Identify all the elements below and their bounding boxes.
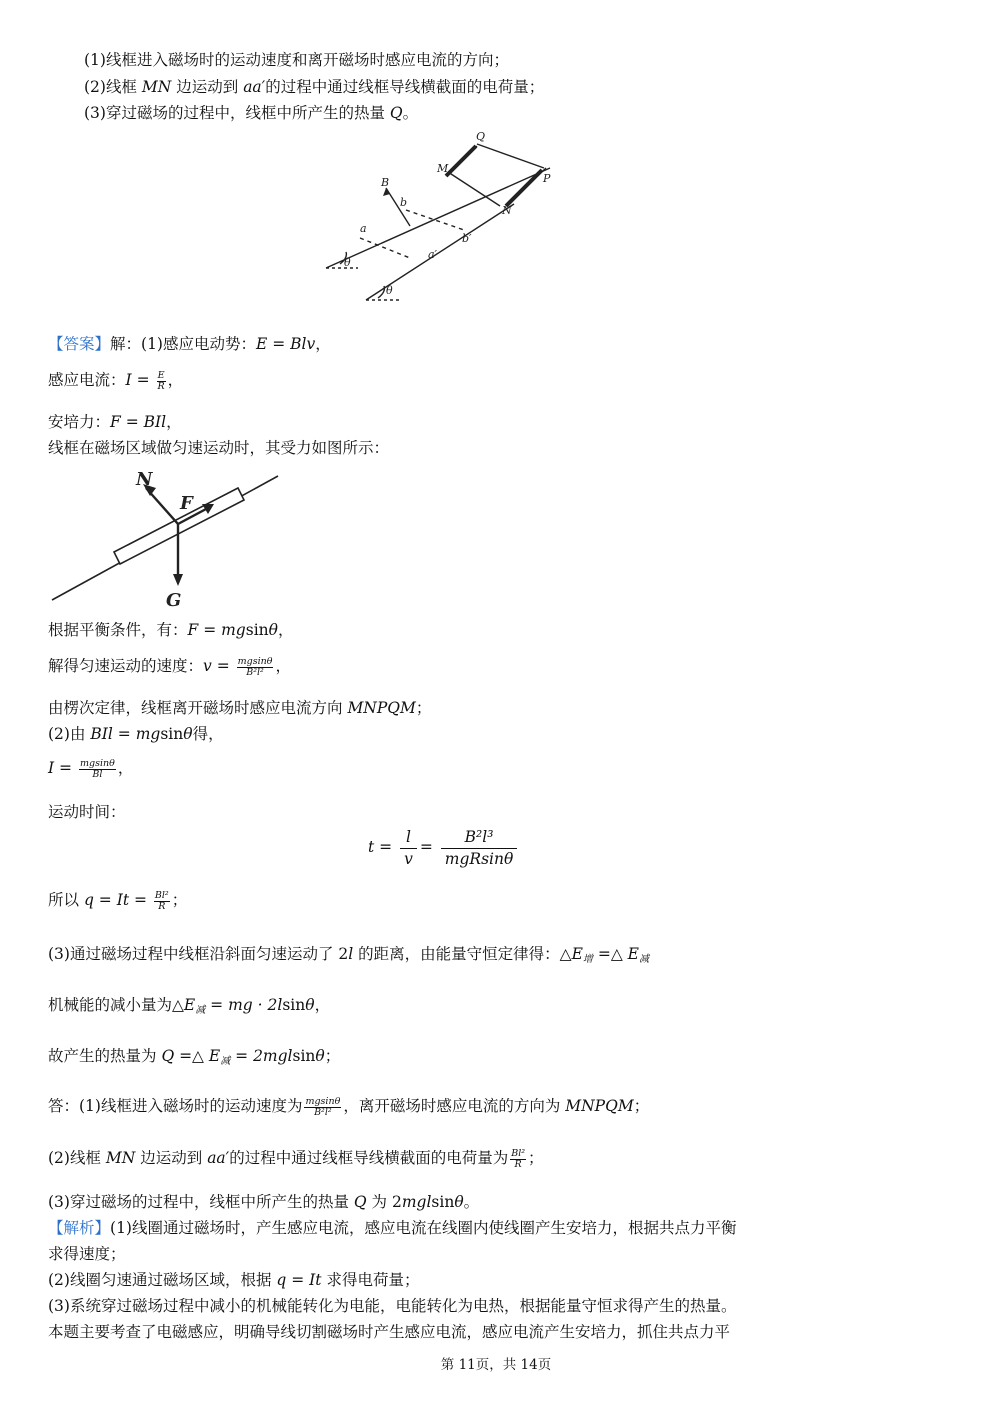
label-g-force: G	[166, 590, 182, 611]
answer-line-7: 由楞次定律，线框离开磁场时感应电流方向 MNPQM；	[48, 699, 432, 717]
page-footer: 第 11页，共 14页	[440, 1357, 552, 1373]
force-diagram	[48, 466, 283, 611]
answer-line-6: 解得匀速运动的速度：v = $\frac{mgsin\theta}{\text{B²l²}}$ ，	[48, 655, 291, 678]
label-a-prime: a′	[428, 248, 438, 261]
label-n-force: N	[136, 469, 153, 490]
analysis-tag: 【解析】	[48, 1219, 111, 1237]
analysis-line-3: (2)线圈匀速通过磁场区域，根据 q = It 求得电荷量；	[48, 1271, 420, 1289]
answer-line-4: 线框在磁场区域做匀速运动时，其受力如图所示：	[48, 439, 390, 457]
analysis-line-2: 求得速度；	[48, 1245, 126, 1263]
label-p: P	[543, 172, 551, 185]
gravity-arrow-head	[173, 574, 183, 586]
answer-line-16: 答：(1)线框进入磁场时的运动速度为 $\frac{mgsin\theta}{\text{B²l²}}$ ，离开磁场时感应电流的方向为 MNPQM；	[48, 1095, 650, 1118]
incline-rails-figure	[318, 128, 568, 306]
frame-edge-qp	[477, 144, 544, 168]
answer-line-18: (3)穿过磁场的过程中，线框中所产生的热量 Q 为 2mglsinθ。	[48, 1193, 480, 1211]
question-3: (3)穿过磁场的过程中，线框中所产生的热量 Q。	[84, 104, 419, 122]
label-b-prime: b′	[462, 232, 472, 245]
analysis-line-1: 【解析】(1)线圈通过磁场时，产生感应电流，感应电流在线圈内使线圈产生安培力，根据共点力平衡	[48, 1219, 737, 1237]
label-a: a	[360, 222, 367, 235]
label-b: b	[400, 196, 408, 209]
frame-edge-mn	[448, 172, 500, 206]
analysis-line-5: 本题主要考查了电磁感应，明确导线切割磁场时产生感应电流，感应电流产生安培力，抓住共点力平	[48, 1323, 731, 1341]
label-field-b: B	[381, 176, 390, 189]
answer-tag: 【答案】	[48, 335, 111, 353]
question-2: (2)线框 MN 边运动到 aa′的过程中通过线框导线横截面的电荷量；	[84, 78, 545, 96]
answer-line-15: 故产生的热量为 Q =△ $E_减 = 2mglsin\theta$；	[48, 1047, 341, 1067]
label-theta-1: θ	[344, 256, 351, 269]
label-q: Q	[476, 130, 486, 143]
frame-bar-mq	[446, 146, 476, 176]
answer-line-13: (3)通过磁场过程中线框沿斜面匀速运动了 2l 的距离，由能量守恒定律得：$\triangle E_增$ =△ $E_减$	[48, 945, 649, 965]
answer-line-12: 所以 q = It = $\frac{\text{Bl²}}{R}$ ；	[48, 889, 188, 912]
answer-line-14: 机械能的减小量为$\triangle E_减$ = mg · 2lsinθ，	[48, 996, 331, 1016]
label-f-force: F	[180, 493, 193, 514]
answer-line-2: 感应电流：I = $\frac{E}{R}$ ，	[48, 369, 184, 392]
answer-line-9: I = $\frac{mgsin\theta}{Bl}$ ，	[48, 757, 134, 780]
question-1: (1)线框进入磁场时的运动速度和离开磁场时感应电流的方向；	[84, 51, 509, 69]
answer-line-1: 【答案】解：(1)感应电动势：E = Blv，	[48, 335, 331, 353]
answer-line-10: 运动时间：	[48, 803, 126, 821]
answer-line-5: 根据平衡条件，有：F = mgsinθ，	[48, 621, 294, 639]
analysis-line-4: (3)系统穿过磁场过程中减小的机械能转化为电能，电能转化为电热，根据能量守恒求得产生的热量。	[48, 1297, 737, 1315]
answer-line-3: 安培力：F = BIl，	[48, 413, 182, 431]
label-n: N	[502, 204, 512, 217]
frame-bar-pn	[506, 170, 542, 206]
label-theta-2: θ	[386, 284, 393, 297]
answer-line-17: (2)线框 MN 边运动到 aa′的过程中通过线框导线横截面的电荷量为 $\frac{\text{Bl²}}{R}$ ；	[48, 1147, 544, 1170]
answer-line-8: (2)由 BIl = mgsinθ得，	[48, 725, 224, 743]
answer-line-11: t = $\frac{l}{v}$ = $\frac{\text{B²l³}}{\text{mgRsinθ}}$	[368, 828, 520, 868]
label-m: M	[437, 162, 449, 175]
